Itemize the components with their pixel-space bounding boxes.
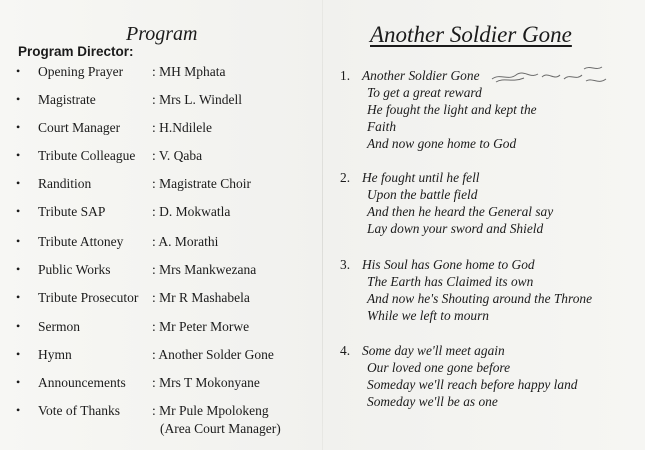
program-role: Hymn [38, 347, 72, 362]
stanza-line: He fought the light and kept the [367, 102, 537, 117]
program-name: : D. Mokwatla [152, 204, 231, 219]
program-title: Program [126, 23, 198, 45]
program-role: Public Works [38, 262, 111, 277]
bullet-icon: • [16, 234, 21, 248]
stanza-number: 3. [340, 257, 351, 272]
program-item [0, 319, 322, 339]
bullet-icon: • [16, 148, 21, 162]
bullet-icon: • [16, 319, 21, 333]
program-director-label: Program Director: [18, 44, 134, 59]
bullet-icon: • [16, 176, 21, 190]
stanza-line: While we left to mourn [367, 308, 489, 323]
bullet-icon: • [16, 262, 21, 276]
stanza-number: 1. [340, 68, 351, 83]
page-fold [322, 0, 323, 450]
program-role: Tribute SAP [38, 204, 106, 219]
stanza-line: Our loved one gone before [367, 360, 511, 375]
stanza-number: 4. [340, 343, 351, 358]
program-name: : Mr Pule Mpolokeng [152, 403, 269, 418]
stanza-line: To get a great reward [367, 85, 482, 100]
program-item [0, 148, 322, 168]
program-role: Randition [38, 176, 92, 191]
bullet-icon: • [16, 120, 21, 134]
program-item [0, 234, 322, 254]
program-item [0, 120, 322, 140]
bullet-icon: • [16, 290, 21, 304]
program-role: Announcements [38, 375, 126, 390]
program-item [0, 92, 322, 112]
stanza-line: Upon the battle field [367, 187, 478, 202]
stanza-line: Someday we'll reach before happy land [367, 377, 578, 392]
program-name: : Mr R Mashabela [152, 290, 250, 305]
program-name: : Mr Peter Morwe [152, 319, 250, 334]
bullet-icon: • [16, 64, 21, 78]
program-item [0, 64, 322, 84]
program-item [0, 347, 322, 367]
program-name-subtitle: (Area Court Manager) [160, 421, 281, 436]
bullet-icon: • [16, 403, 21, 417]
stanza-line: Someday we'll be as one [367, 394, 498, 409]
stanza-line: And then he heard the General say [367, 204, 554, 219]
stanza-line: He fought until he fell [362, 170, 480, 185]
program-role: Tribute Attoney [38, 234, 124, 249]
stanza-line: And now he's Shouting around the Throne [367, 291, 593, 306]
program-name: : Mrs T Mokonyane [152, 375, 260, 390]
stanza-line: His Soul has Gone home to God [362, 257, 535, 272]
stanza-number: 2. [340, 170, 351, 185]
bullet-icon: • [16, 92, 21, 106]
program-name: : Mrs L. Windell [152, 92, 242, 107]
stanza-line: Another Soldier Gone [362, 68, 480, 83]
program-role: Sermon [38, 319, 80, 334]
program-item [0, 290, 322, 310]
program-item [0, 403, 322, 443]
program-role: Vote of Thanks [38, 403, 120, 418]
stanza-line: Faith [367, 119, 397, 134]
program-name: : H.Ndilele [152, 120, 212, 135]
program-item [0, 375, 322, 395]
program-item [0, 262, 322, 282]
program-name: : V. Qaba [152, 148, 203, 163]
program-role: Tribute Colleague [38, 148, 136, 163]
program-role: Tribute Prosecutor [38, 290, 139, 305]
program-role: Opening Prayer [38, 64, 124, 79]
program-role: Magistrate [38, 92, 96, 107]
program-name: : Mrs Mankwezana [152, 262, 257, 277]
bullet-icon: • [16, 375, 21, 389]
bullet-icon: • [16, 204, 21, 218]
program-name: : MH Mphata [152, 64, 226, 79]
program-item [0, 204, 322, 224]
bullet-icon: • [16, 347, 21, 361]
program-name: : Another Solder Gone [152, 347, 274, 362]
stanza-line: Some day we'll meet again [362, 343, 505, 358]
stanza-line: And now gone home to God [367, 136, 517, 151]
program-name: : A. Morathi [152, 234, 219, 249]
program-role: Court Manager [38, 120, 121, 135]
program-name: : Magistrate Choir [152, 176, 251, 191]
program-item [0, 176, 322, 196]
handwritten-note-icon [490, 63, 610, 89]
stanza-line: Lay down your sword and Shield [367, 221, 544, 236]
poem-title: Another Soldier Gone [370, 22, 572, 47]
stanza-line: The Earth has Claimed its own [367, 274, 534, 289]
